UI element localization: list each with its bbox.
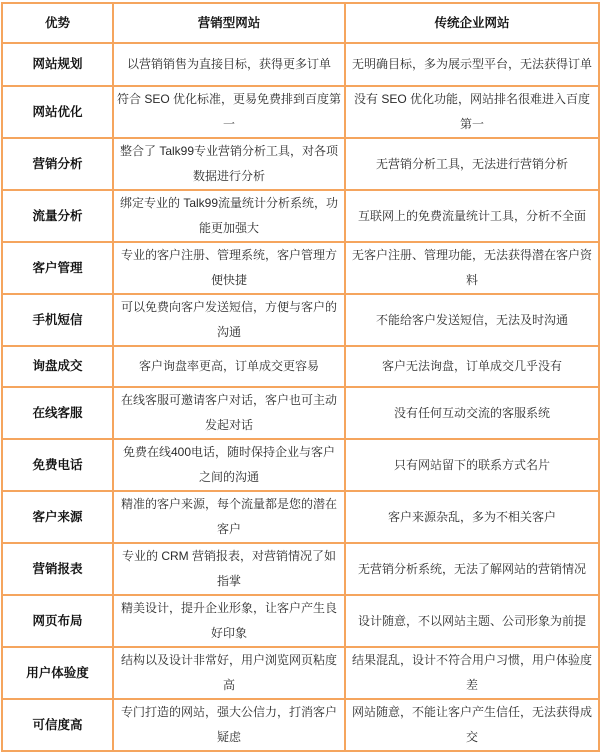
feature-cell: 在线客服 (2, 387, 113, 439)
marketing-cell: 专业的客户注册、管理系统，客户管理方便快捷 (113, 242, 345, 294)
traditional-cell: 不能给客户发送短信，无法及时沟通 (345, 294, 599, 346)
traditional-cell: 只有网站留下的联系方式名片 (345, 439, 599, 491)
table-row (2, 595, 599, 647)
table-row (2, 138, 599, 190)
marketing-cell: 符合 SEO 优化标准，更易免费排到百度第一 (113, 86, 345, 138)
marketing-cell: 可以免费向客户发送短信，方便与客户的沟通 (113, 294, 345, 346)
column-header-advantage: 优势 (2, 3, 113, 43)
marketing-cell: 结构以及设计非常好，用户浏览网页粘度高 (113, 647, 345, 699)
traditional-cell: 无营销分析系统，无法了解网站的营销情况 (345, 543, 599, 595)
marketing-cell: 精准的客户来源，每个流量都是您的潜在客户 (113, 491, 345, 543)
feature-cell: 询盘成交 (2, 346, 113, 387)
traditional-cell: 设计随意，不以网站主题、公司形象为前提 (345, 595, 599, 647)
table-row (2, 190, 599, 242)
table-row (2, 86, 599, 138)
feature-cell: 网页布局 (2, 595, 113, 647)
traditional-cell: 无客户注册、管理功能，无法获得潜在客户资料 (345, 242, 599, 294)
marketing-cell: 客户询盘率更高，订单成交更容易 (113, 346, 345, 387)
feature-cell: 客户管理 (2, 242, 113, 294)
table-header (2, 3, 599, 43)
marketing-cell: 整合了 Talk99专业营销分析工具，对各项数据进行分析 (113, 138, 345, 190)
feature-cell: 用户体验度 (2, 647, 113, 699)
table-row (2, 387, 599, 439)
header-row (2, 3, 599, 43)
traditional-cell: 没有任何互动交流的客服系统 (345, 387, 599, 439)
traditional-cell: 互联网上的免费流量统计工具，分析不全面 (345, 190, 599, 242)
traditional-cell: 客户无法询盘，订单成交几乎没有 (345, 346, 599, 387)
marketing-cell: 免费在线400电话，随时保持企业与客户之间的沟通 (113, 439, 345, 491)
marketing-cell: 绑定专业的 Talk99流量统计分析系统，功能更加强大 (113, 190, 345, 242)
column-header-marketing-site: 营销型网站 (113, 3, 345, 43)
table-row (2, 647, 599, 699)
table-row (2, 439, 599, 491)
feature-cell: 流量分析 (2, 190, 113, 242)
feature-cell: 可信度高 (2, 699, 113, 751)
table-row (2, 242, 599, 294)
comparison-table (1, 2, 600, 752)
table-row (2, 43, 599, 86)
traditional-cell: 客户来源杂乱，多为不相关客户 (345, 491, 599, 543)
traditional-cell: 结果混乱，设计不符合用户习惯，用户体验度差 (345, 647, 599, 699)
table-body (2, 43, 599, 751)
comparison-table-wrapper (1, 2, 600, 752)
marketing-cell: 专业的 CRM 营销报表，对营销情况了如指掌 (113, 543, 345, 595)
traditional-cell: 网站随意，不能让客户产生信任，无法获得成交 (345, 699, 599, 751)
feature-cell: 营销分析 (2, 138, 113, 190)
feature-cell: 网站规划 (2, 43, 113, 86)
traditional-cell: 无营销分析工具，无法进行营销分析 (345, 138, 599, 190)
column-header-traditional-site: 传统企业网站 (345, 3, 599, 43)
traditional-cell: 没有 SEO 优化功能，网站排名很难进入百度第一 (345, 86, 599, 138)
table-row (2, 543, 599, 595)
traditional-cell: 无明确目标，多为展示型平台，无法获得订单 (345, 43, 599, 86)
marketing-cell: 在线客服可邀请客户对话，客户也可主动发起对话 (113, 387, 345, 439)
feature-cell: 手机短信 (2, 294, 113, 346)
table-row (2, 699, 599, 751)
marketing-cell: 精美设计，提升企业形象，让客户产生良好印象 (113, 595, 345, 647)
table-row (2, 346, 599, 387)
feature-cell: 网站优化 (2, 86, 113, 138)
table-row (2, 294, 599, 346)
table-row (2, 491, 599, 543)
marketing-cell: 以营销销售为直接目标，获得更多订单 (113, 43, 345, 86)
feature-cell: 客户来源 (2, 491, 113, 543)
marketing-cell: 专门打造的网站，强大公信力，打消客户疑虑 (113, 699, 345, 751)
feature-cell: 营销报表 (2, 543, 113, 595)
feature-cell: 免费电话 (2, 439, 113, 491)
